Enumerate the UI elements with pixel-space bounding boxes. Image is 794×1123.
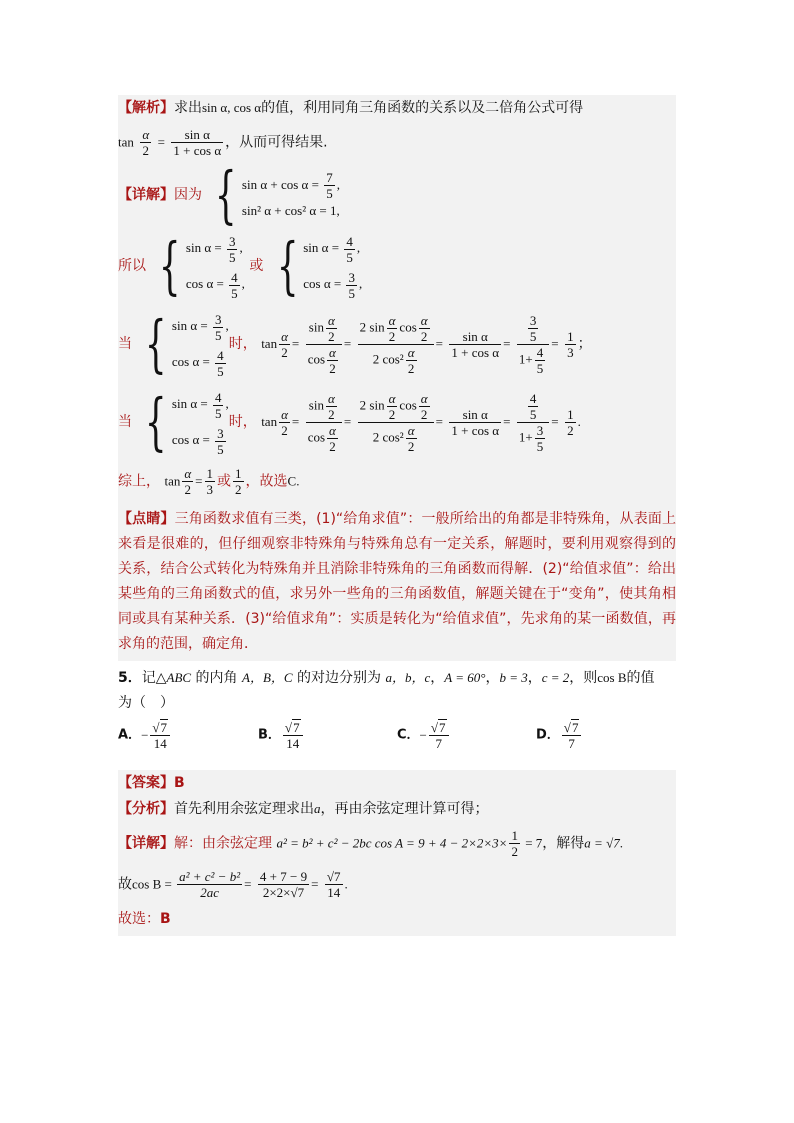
solution-5-block (118, 770, 676, 936)
final-choice: 故选：B (118, 911, 171, 927)
question-stem: 5．记△ABC 的内角 A，B，C 的对边分别为 a，b，c，A = 60°，b = 3，c = 2，则cos B的值 (118, 670, 655, 686)
case-1: 当 { sin α = $\frac{3}{5}$ , cos α = $\frac{4}{5}$ 时， tan $\frac{\alpha}{2}$ = sin $\frac{\alpha}{2}$ cos $\frac{\alpha}{2}$ = 2 sin $\frac{\alpha}{2}$ cos $\frac{\alpha}{2}$ 2 cos² $\frac{\alpha}{2}$ = $\frac{\text{sin α}}{\text{1 + cos α}}$ = $\frac{3}{5}$ 1+ $\frac{4}{5}$ = $\frac{1}{3}$ ； (118, 307, 592, 380)
equation-system: { sin α = $\frac{4}{5}$ , cos α = $\frac{3}{5}$ (145, 385, 229, 458)
analysis-formula: tan $\frac{\alpha}{2}$ = $\frac{\text{sin α}}{\text{1 + cos α}}$ ，从而可得结果. (118, 127, 328, 158)
cos-b-computation: 故cos B = $\frac{\text{a² + c² − b²}}{2ac}$ = $\frac{4 + 7 - 9}{2\times 2\times√7}$ = $\frac{√7}{14}$ . (118, 869, 348, 900)
question-5 (118, 665, 676, 762)
option-b[interactable] (258, 720, 305, 751)
option-label: A． (118, 727, 142, 743)
detail-tag: 【详解】 (118, 187, 174, 203)
fraction: $\frac{\alpha}{2}$ (142, 127, 150, 158)
option-fraction: $\frac{√7}{14}$ (283, 720, 303, 751)
option-sign: − (141, 727, 149, 743)
equation-system: { sin α = $\frac{3}{5}$ , cos α = $\frac{4}{5}$ (145, 307, 229, 380)
equation-system: { sin α = $\frac{4}{5}$ , cos α = $\frac{3}{5}$ , (276, 229, 363, 302)
detail-system: 【详解】因为 { sin α + cos α = $\frac{7}{5}$ , sin² α + cos² α = 1, (118, 158, 340, 231)
option-fraction: $\frac{√7}{7}$ (429, 720, 449, 751)
so-systems: 所以 { sin α = $\frac{3}{5}$ , cos α = $\frac{4}{5}$ , 或 { sin α = $\frac{4}{5}$ , cos α = $\frac{3}{5}$ , (118, 229, 363, 302)
answer-c: C (287, 473, 297, 489)
case-2: 当 { sin α = $\frac{4}{5}$ , cos α = $\frac{3}{5}$ 时， tan $\frac{\alpha}{2}$ = sin $\frac{\alpha}{2}$ cos $\frac{\alpha}{2}$ = 2 sin $\frac{\alpha}{2}$ cos $\frac{\alpha}{2}$ 2 cos² $\frac{\alpha}{2}$ = $\frac{\text{sin α}}{\text{1 + cos α}}$ = $\frac{4}{5}$ 1+ $\frac{3}{5}$ = $\frac{1}{2}$ . (118, 385, 581, 458)
remark-tag: 【点睛】 (118, 511, 175, 527)
answer-line: 【答案】B (118, 775, 185, 791)
option-a[interactable] (118, 720, 172, 751)
options (118, 720, 676, 762)
option-label: C． (397, 727, 420, 743)
option-d[interactable] (536, 720, 583, 751)
fraction: $\frac{\text{sin α}}{\text{1 + cos α}}$ (173, 127, 222, 158)
option-c[interactable] (397, 720, 451, 751)
remark-paragraph: 【点睛】三角函数求值有三类，(1)“给角求值”：一般所给出的角都是非特殊角，从表面上来看是很难的，但仔细观察非特殊角与特殊角总有一定关系，解题时，要利用观察得到的关系，结合公式转化为特殊角并且消除非特殊角的三角函数而得解．(2)“给值求值”：给出某些角的三角函数式的值，求另外一些角的三角函数值，解题关键在于“变角”，使其角相同或具有某种关系．(3)“给值求角”：实质是转化为“给值求值”，先求角的某一函数值，再求角的范围，确定角． (118, 511, 677, 652)
summary-line: 综上， tan $\frac{\alpha}{2}$ = $\frac{1}{3}$ 或 $\frac{1}{2}$ ，故选C. (118, 466, 300, 497)
analysis-tag: 【解析】 (118, 100, 174, 116)
solution-sheet (118, 95, 676, 936)
equation-system: { sin α = $\frac{3}{5}$ , cos α = $\frac{4}{5}$ , (159, 229, 245, 302)
option-label: D． (536, 727, 560, 743)
option-sign: − (419, 727, 427, 743)
question-stem-2: 为（ ） (118, 695, 174, 711)
answer-value: B (174, 775, 185, 791)
equation-system: { sin α + cos α = $\frac{7}{5}$ , sin² α + cos² α = 1, (215, 158, 340, 231)
analysis-line: 【解析】求出sin α, cos α的值，利用同角三角函数的关系以及二倍角公式可得 (118, 100, 584, 116)
detail-law: 【详解】解：由余弦定理 a² = b² + c² − 2bc cos A = 9 + 4 − 2×2×3× $\frac{1}{2}$ = 7，解得a = √7. (118, 828, 623, 859)
option-label: B． (258, 727, 281, 743)
analysis-line-5: 【分析】首先利用余弦定理求出a，再由余弦定理计算可得； (118, 801, 489, 817)
option-fraction: $\frac{√7}{14}$ (150, 720, 170, 751)
option-fraction: $\frac{√7}{7}$ (562, 720, 582, 751)
solution-4-block (118, 95, 676, 661)
